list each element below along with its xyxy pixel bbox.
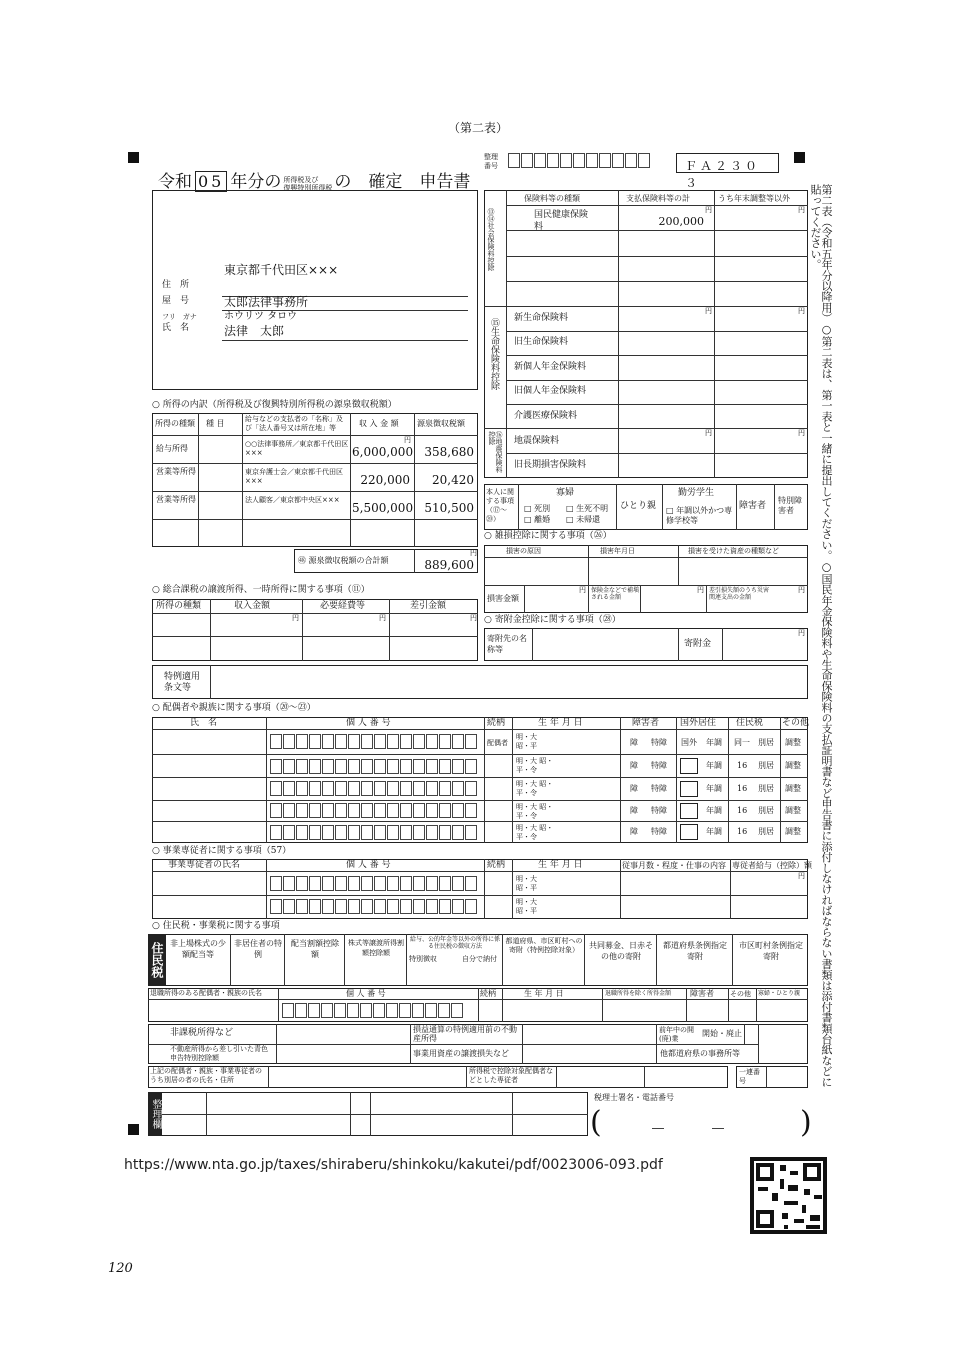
disabled[interactable]: 障害者 — [739, 501, 767, 511]
phone-dashes[interactable]: ― ― — [652, 1121, 725, 1135]
page-label: （第二表） — [448, 121, 509, 135]
col-amount: 収 入 金 額 — [359, 419, 399, 428]
furigana-label: フリ ガナ — [162, 313, 197, 321]
tax-accountant-label: 税理士署名・電話番号 — [594, 1093, 674, 1102]
personal-label: 本人に関する事項（⑰～⑳） — [486, 488, 514, 523]
registration-mark — [128, 1124, 139, 1135]
name-label: 氏 名 — [162, 323, 190, 333]
casualty-table — [484, 545, 808, 613]
income-row-payer[interactable]: 東京弁護士会／東京都千代田区××× — [245, 468, 343, 485]
widow-opt[interactable]: □ 生死不明 — [566, 504, 609, 513]
income-row-withheld[interactable]: 358,680 — [424, 445, 474, 459]
col-income-type: 所得の種類 — [155, 419, 195, 428]
furigana-value[interactable]: ホウリツ タロウ — [224, 311, 298, 322]
income-row-type: 給与所得 — [156, 444, 188, 453]
relative-number-cells[interactable] — [270, 759, 478, 774]
opt-separate[interactable]: 別居 — [758, 738, 774, 747]
insurance-row-name: 国民健康保険料 — [534, 210, 589, 232]
opt-disabled[interactable]: 障 — [630, 738, 638, 747]
phone-open-paren: ( — [590, 1105, 602, 1140]
opt-adjust[interactable]: 調整 — [785, 738, 801, 747]
casualty-header: ○ 雑損控除に関する事項（㉖） — [484, 531, 612, 541]
opt-abroad[interactable]: 国外 — [681, 738, 697, 747]
opt-same[interactable]: 同一 — [734, 738, 750, 747]
spouse-header: ○ 配偶者や親族に関する事項（⑳～㉓） — [152, 703, 316, 713]
relative-number-cells[interactable] — [270, 781, 478, 796]
registration-mark — [794, 152, 805, 163]
income-row-withheld[interactable]: 20,420 — [432, 473, 474, 487]
transfer-header: ○ 総合課税の譲渡所得、一時所得に関する事項（⑪） — [152, 585, 370, 595]
year-field[interactable]: 05 — [195, 171, 227, 192]
single-parent[interactable]: ひとり親 — [620, 501, 657, 511]
income-section-header: ○ 所得の内訳（所得税及び復興特別所得税の源泉徴収税額） — [152, 400, 397, 410]
student-opt[interactable]: □ 年調以外かつ専修学校等 — [666, 506, 733, 525]
insurance-table — [484, 190, 808, 478]
phone-close-paren: ) — [800, 1105, 812, 1140]
income-row-amount[interactable]: 6,000,000 — [352, 445, 414, 459]
income-row-type: 営業等所得 — [156, 467, 196, 476]
relative-number-cells[interactable] — [270, 825, 478, 840]
life-insurance-label: ⑮生命保険料控除 — [489, 318, 499, 390]
address-value[interactable]: 東京都千代田区××× — [224, 263, 339, 277]
resident-tax-side-label: 住民税 — [148, 934, 166, 986]
quake-insurance-label: ⑯地震保険料控除 — [488, 431, 503, 473]
registration-mark — [128, 152, 139, 163]
widow-opt[interactable]: □ 未帰還 — [566, 515, 601, 524]
side-note: 第二表（令和五年分以降用）○第二表は、第一表と一緒に提出してください。○国民年金保険料や生命保険料の支払証明書など申告書に添付しなければならない書類は添付書類台紙などに貼ってください。 — [809, 184, 833, 1087]
income-row-withheld[interactable]: 510,500 — [424, 501, 474, 515]
insurance-row-amount[interactable]: 200,000 — [658, 215, 704, 228]
spouse-table — [152, 717, 808, 843]
opt-special-disabled[interactable]: 特障 — [651, 738, 667, 747]
col-payer: 給与などの支払者の「名称」及び「法人番号又は所在地」等 — [245, 415, 343, 432]
form-code: ＦＡ２３０３ — [676, 153, 779, 173]
income-row-payer[interactable]: 法人顧客／東京都中央区××× — [245, 496, 340, 504]
special-law-label: 特例適用 条文等 — [164, 672, 201, 693]
seiri-side-label: 整理欄 — [148, 1092, 162, 1136]
relative-number-cells[interactable] — [270, 803, 478, 818]
employee-number-cells[interactable] — [270, 899, 478, 914]
spouse-number-cells[interactable] — [270, 734, 478, 749]
trade-name-label: 屋 号 — [162, 296, 190, 306]
trade-name-value[interactable]: 太郎法律事務所 — [224, 295, 309, 309]
social-insurance-label: ⑬⑭社会保険料控除 — [487, 208, 495, 271]
qr-code — [750, 1157, 827, 1234]
taxpayer-box — [152, 190, 478, 390]
income-row-type: 営業等所得 — [156, 495, 196, 504]
seiri-number-cells[interactable] — [508, 153, 651, 168]
widow-opt[interactable]: □ 離婚 — [524, 515, 551, 524]
opt-year-end[interactable]: 年調 — [706, 738, 722, 747]
withheld-total-label: ㊽ 源泉徴収税額の合計額 — [298, 556, 389, 565]
resident-tax-header: ○ 住民税・事業税に関する事項 — [152, 921, 280, 931]
col-item: 種 目 — [206, 419, 225, 428]
address-label: 住 所 — [162, 280, 190, 290]
special-disabled[interactable]: 特別障害者 — [778, 496, 802, 515]
source-url[interactable]: https://www.nta.go.jp/taxes/shiraberu/shinkoku/kakutei/pdf/0023006-093.pdf — [124, 1157, 663, 1173]
seiri-label: 整理 番号 — [484, 153, 498, 170]
dependent-number-cells[interactable] — [282, 1003, 464, 1018]
withheld-total-value[interactable]: 889,600 — [424, 558, 474, 572]
page-number: 120 — [108, 1261, 133, 1276]
special-law-box — [152, 665, 808, 699]
donation-header: ○ 寄附金控除に関する事項（㉘） — [484, 615, 621, 625]
employee-header: ○ 事業専従者に関する事項（57） — [152, 846, 292, 856]
form-title: 令和 05 年分の 所得税及び 復興特別所得税 の 確定 申告書 — [158, 172, 471, 192]
name-value[interactable]: 法律 太郎 — [224, 324, 285, 338]
col-withheld: 源泉徴収税額 — [417, 419, 465, 428]
income-row-payer[interactable]: ○○法律事務所／東京都千代田区××× — [245, 440, 349, 457]
income-row-amount[interactable]: 5,500,000 — [352, 501, 414, 515]
widow-opt[interactable]: □ 死別 — [524, 504, 551, 513]
income-row-amount[interactable]: 220,000 — [360, 473, 410, 487]
employee-number-cells[interactable] — [270, 876, 478, 891]
